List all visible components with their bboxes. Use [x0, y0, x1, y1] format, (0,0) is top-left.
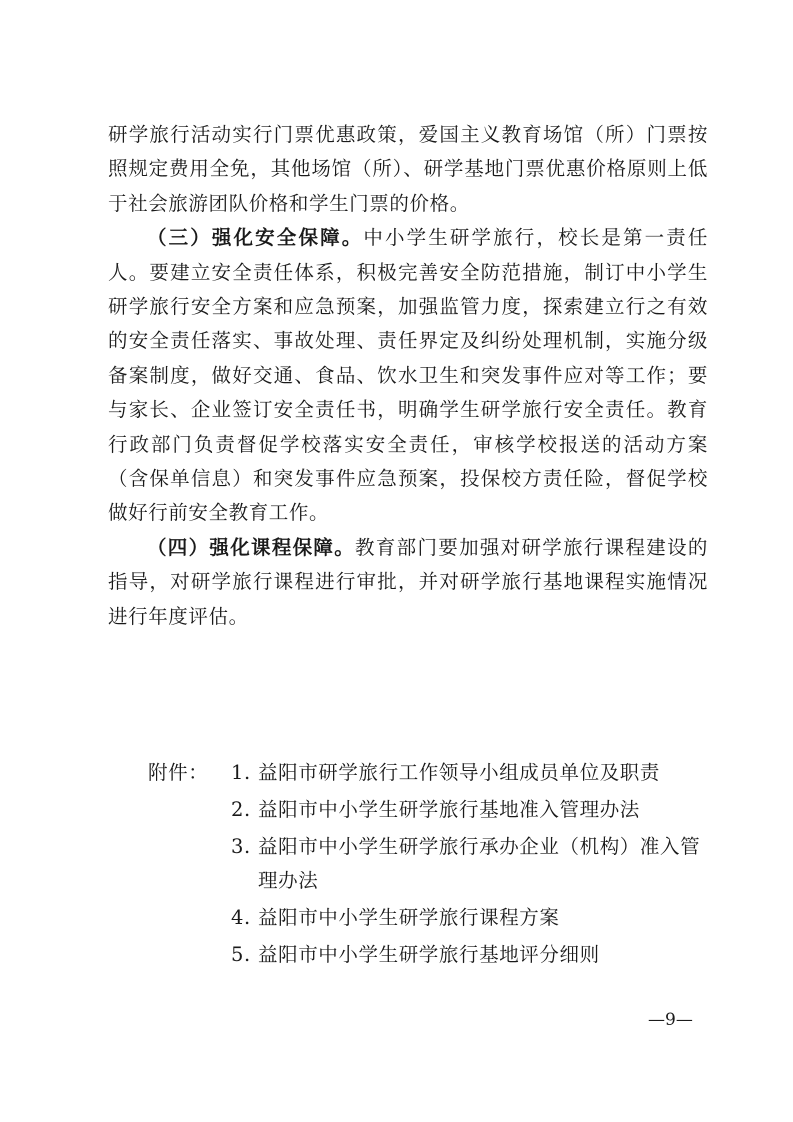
- attachment-item: [148, 938, 708, 972]
- attachment-dot: .: [244, 834, 251, 858]
- page-number: —9—: [648, 1010, 693, 1030]
- attachment-item: [148, 901, 708, 935]
- section-body-curriculum: 教育部门要加强对研学旅行课程建设的指导，对研学旅行课程进行审批，并对研学旅行基地课程实施情况进行年度评估。: [108, 535, 708, 628]
- attachment-title: 益阳市中小学生研学旅行基地准入管理办法: [258, 797, 640, 821]
- attachment-dot: .: [244, 797, 251, 821]
- attachment-item: [148, 830, 708, 899]
- section-heading-curriculum: （四）强化课程保障。: [147, 535, 356, 559]
- attachments-label: 附件：: [148, 761, 209, 784]
- paragraph-curriculum: [108, 531, 708, 634]
- attachment-number: 1: [230, 761, 244, 784]
- section-heading-safety: （三）强化安全保障。: [147, 226, 364, 250]
- attachment-dot: .: [244, 905, 251, 929]
- attachment-title: 益阳市研学旅行工作领导小组成员单位及职责: [258, 761, 661, 784]
- attachment-number: 5: [230, 942, 244, 966]
- body-text: [108, 118, 708, 634]
- attachment-dot: .: [244, 761, 251, 784]
- attachment-dot: .: [244, 942, 251, 966]
- attachment-number: 3: [230, 834, 244, 858]
- attachments-list: [148, 756, 708, 974]
- attachment-title: 益阳市中小学生研学旅行承办企业（机构）准入管理办法: [258, 834, 701, 892]
- attachment-title: 益阳市中小学生研学旅行基地评分细则: [258, 942, 600, 966]
- attachment-number: 4: [230, 905, 244, 929]
- paragraph-safety: [108, 221, 708, 531]
- attachment-title: 益阳市中小学生研学旅行课程方案: [258, 905, 560, 929]
- paragraph-ticket-policy: 研学旅行活动实行门票优惠政策，爱国主义教育场馆（所）门票按照规定费用全免，其他场馆（所）、研学基地门票优惠价格原则上低于社会旅游团队价格和学生门票的价格。: [108, 123, 708, 215]
- section-body-safety: 中小学生研学旅行，校长是第一责任人。要建立安全责任体系，积极完善安全防范措施，制订中小学生研学旅行安全方案和应急预案，加强监管力度，探索建立行之有效的安全责任落实、事故处理、责任界定及纠纷处理机制，实施分级备案制度，做好交通、食品、饮水卫生和突发事件应对等工作；要与家长、企业签订安全责任书，明确学生研学旅行安全责任。教育行政部门负责督促学校落实安全责任，审核学校报送的活动方案（含保单信息）和突发事件应急预案，投保校方责任险，督促学校做好行前安全教育工作。: [108, 226, 708, 525]
- attachment-item: [148, 756, 708, 790]
- attachment-number: 2: [230, 797, 244, 821]
- attachment-item: [148, 793, 708, 827]
